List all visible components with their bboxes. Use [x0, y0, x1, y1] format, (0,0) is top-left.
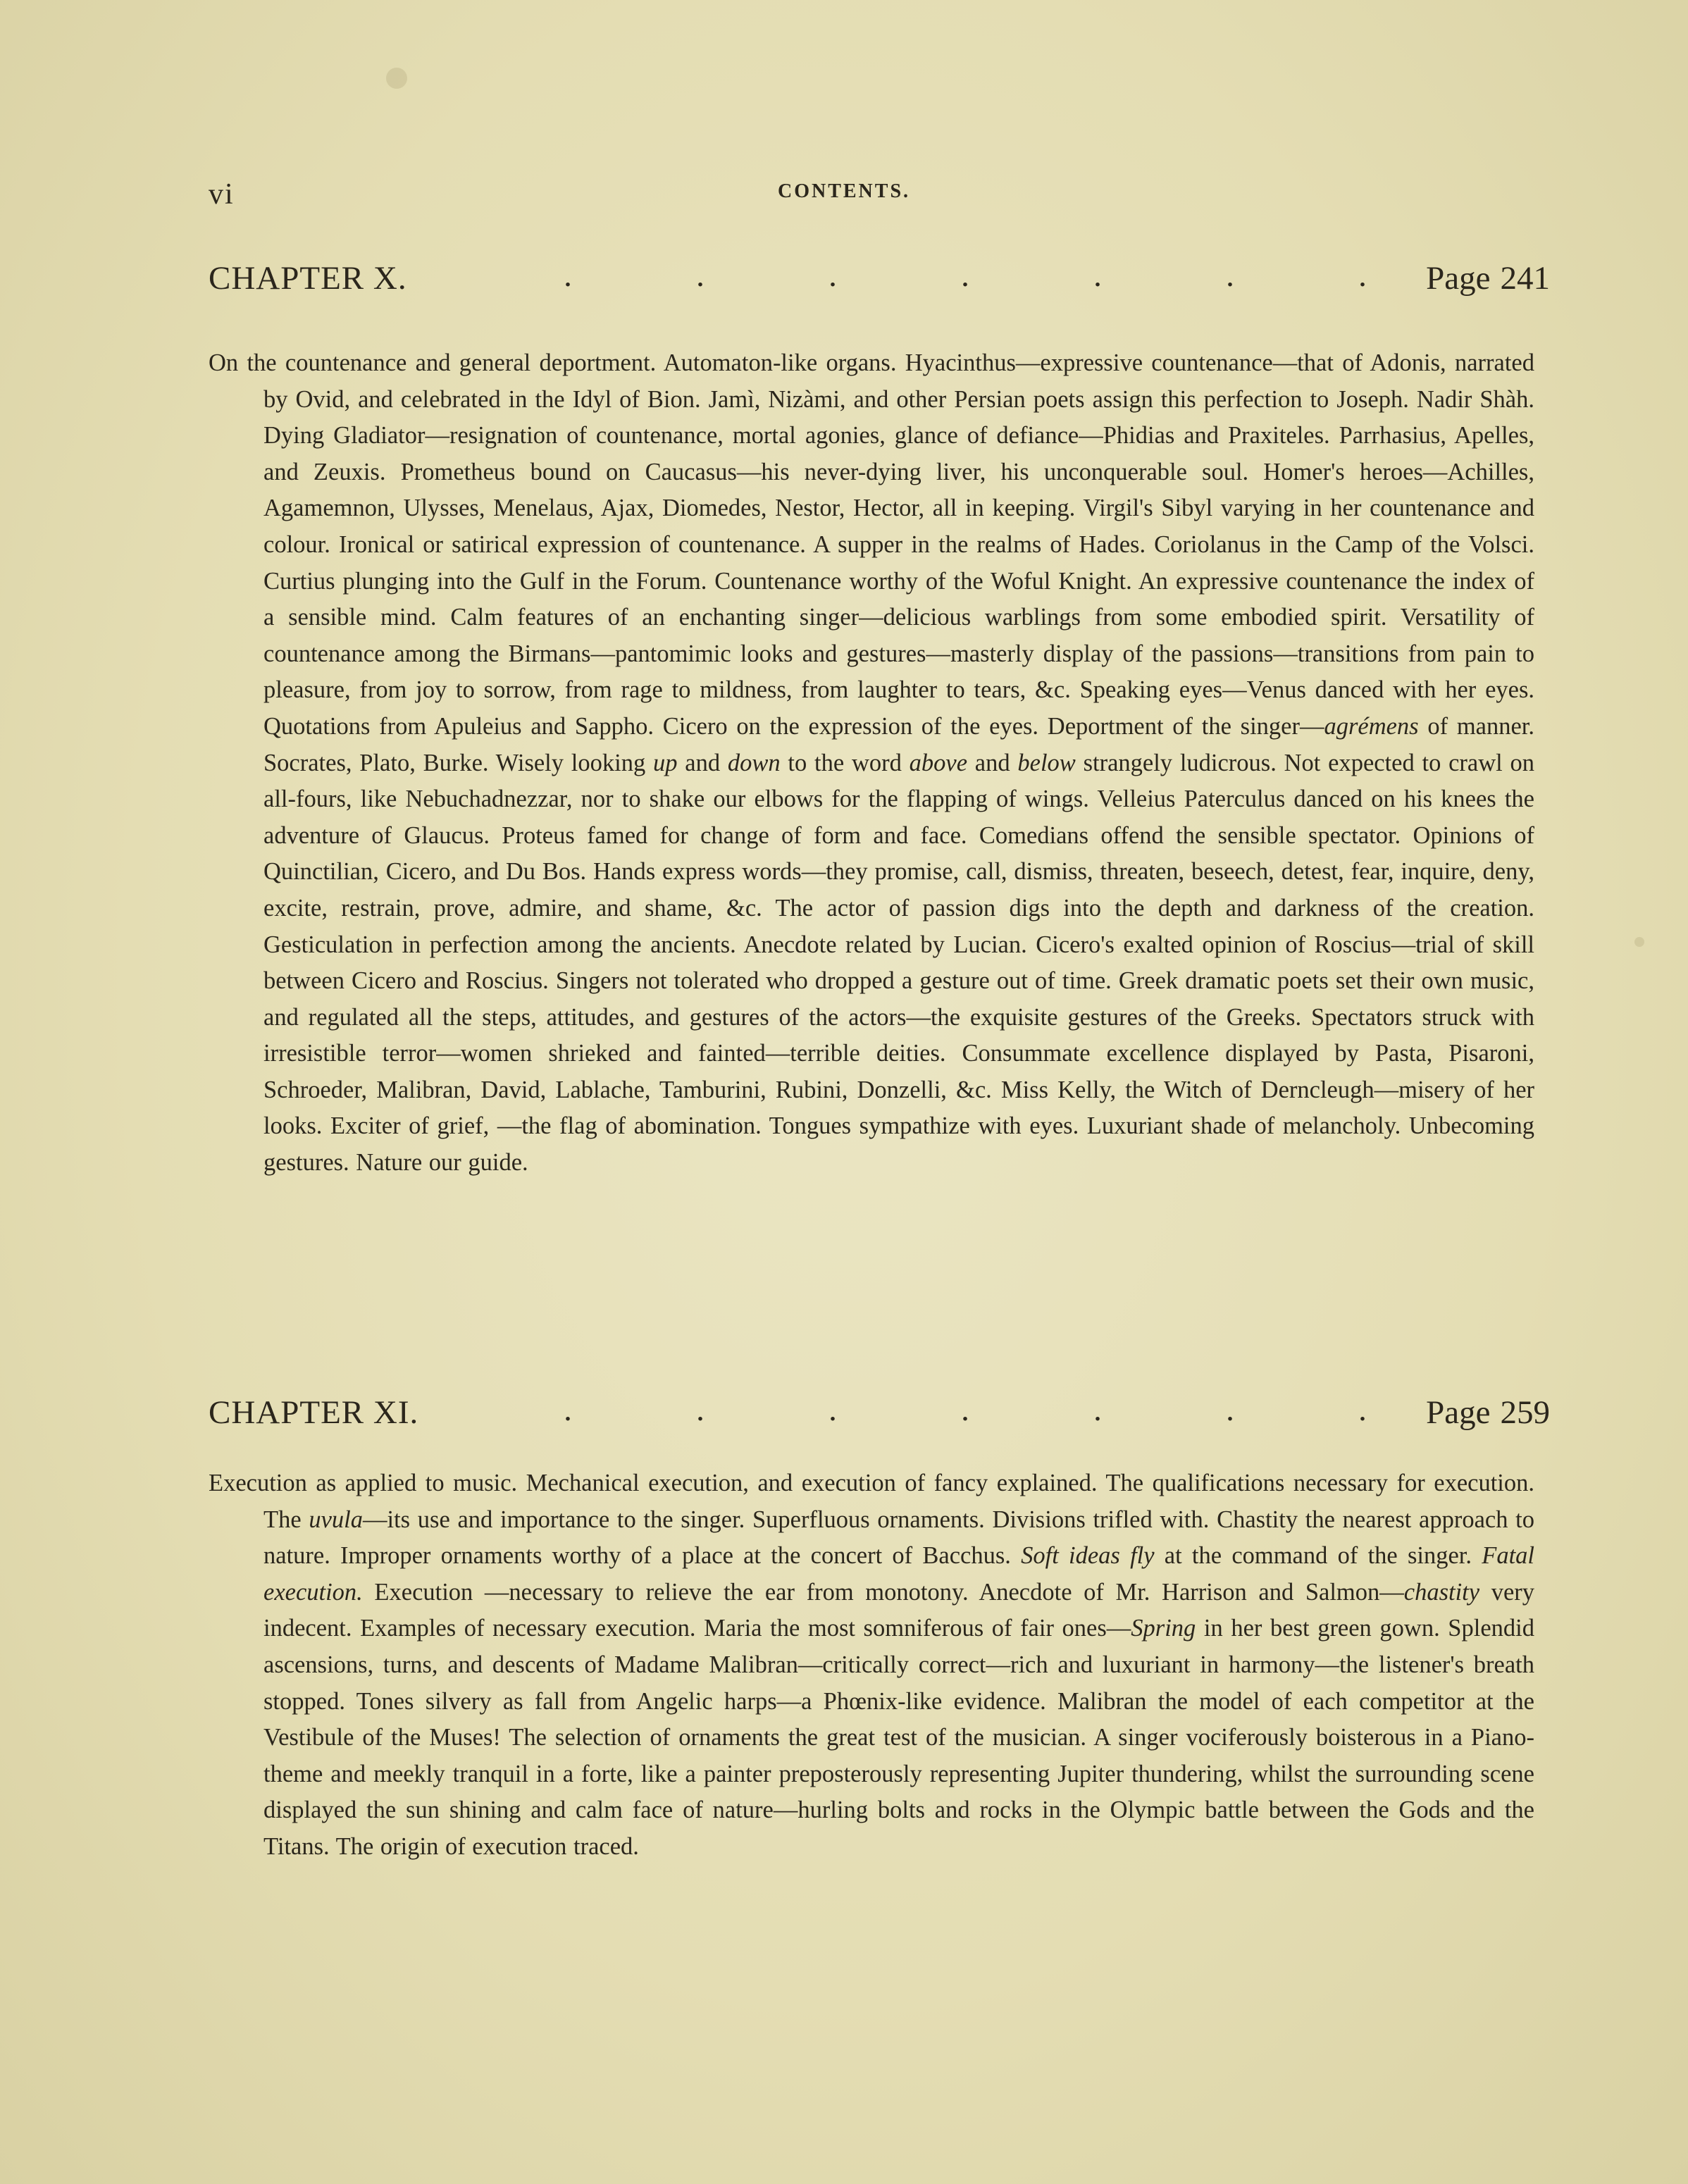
- chapter-summary: [209, 1465, 1534, 1866]
- page-label: Page: [1426, 260, 1491, 297]
- summary-italic: Spring: [1131, 1615, 1196, 1642]
- running-head: CONTENTS.: [777, 180, 911, 202]
- page-number: 259: [1500, 1394, 1550, 1431]
- summary-italic: down: [727, 749, 781, 776]
- summary-italic: up: [653, 749, 678, 776]
- summary-italic: uvula: [309, 1506, 363, 1533]
- page-label: Page: [1426, 1394, 1491, 1431]
- page-folio: vi: [209, 178, 235, 211]
- summary-text: —its use and importance to the singer. Superfluous ornaments. Divisions trifled with. Chastity the nearest approach to nature. Improper ornaments worthy of a place at the concert of Bacchus.: [263, 1506, 1534, 1570]
- summary-text: very indecent. Examples of necessary execution. Maria the most somniferous of fair ones—: [263, 1578, 1534, 1642]
- dot-leaders: . . . . . . .: [564, 257, 1367, 294]
- summary-italic: above: [909, 749, 968, 776]
- page-number: 241: [1500, 260, 1550, 297]
- summary-italic: agrémens: [1324, 712, 1419, 740]
- page-reference: [1426, 259, 1550, 297]
- summary-text: Execution —necessary to relieve the ear from monotony. Anecdote of Mr. Harrison and Salmon—: [362, 1578, 1404, 1606]
- summary-text: at the command of the singer.: [1154, 1542, 1482, 1570]
- summary-italic: below: [1017, 749, 1076, 776]
- chapter-heading: [209, 1391, 1550, 1436]
- summary-text: strangely ludicrous. Not expected to crawl on all-fours, like Nebuchadnezzar, nor to shake our elbows for the flapping of wings. Velleius Paterculus danced on his knees the adventure of Glaucus. Proteus famed for change of form and face. Comedians offend the sensible spectator. Opinions of Quinctilian, Cicero, and Du Bos. Hands express words—they promise, call, dismiss, threaten, beseech, detest, fear, inquire, deny, excite, restrain, prove, admire, and shame, &c. The actor of passion digs into the depth and darkness of the creation. Gesticulation in perfection among the ancients. Anecdote related by Lucian. Cicero's exalted opinion of Roscius—trial of skill between Cicero and Roscius. Singers not tolerated who dropped a gesture out of time. Greek dramatic poets set their own music, and regulated all the steps, attitudes, and gestures of the actors—the exquisite gestures of the Greeks. Spectators struck with irresistible terror—women shrieked and fainted—terrible deities. Consummate excellence displayed by Pasta, Pisaroni, Schroeder, Malibran, David, Lablache, Tamburini, Rubini, Donzelli, &c. Miss Kelly, the Witch of Derncleugh—misery of her looks. Exciter of grief, —the flag of abomination. Tongues sympathize with eyes. Luxuriant shade of melancholy. Unbecoming gestures. Nature our guide.: [263, 749, 1534, 1177]
- chapter-heading: [209, 259, 1550, 302]
- summary-text: On the countenance and general deportment. Automaton-like organs. Hyacinthus—expressive countenance—that of Adonis, narrated by Ovid, and celebrated in the Idyl of Bion. Jamì, Nizàmi, and other Persian poets assign this perfection to Joseph. Nadir Shàh. Dying Gladiator—resignation of countenance, mortal agonies, glance of defiance—Phidias and Praxiteles. Parrhasius, Apelles, and Zeuxis. Prometheus bound on Caucasus—his never-dying liver, his unconquerable soul. Homer's heroes—Achilles, Agamemnon, Ulysses, Menelaus, Ajax, Diomedes, Nestor, Hector, all in keeping. Virgil's Sibyl varying in her countenance and colour. Ironical or satirical expression of countenance. A supper in the realms of Hades. Coriolanus in the Camp of the Volsci. Curtius plunging into the Gulf in the Forum. Countenance worthy of the Woful Knight. An expressive countenance the index of a sensible mind. Calm features of an enchanting singer—delicious warblings from some embodied spirit. Versatility of countenance among the Birmans—pantomimic looks and gestures—masterly display of the passions—transitions from pain to pleasure, from joy to sorrow, from rage to mildness, from laughter to tears, &c. Speaking eyes—Venus danced with her eyes. Quotations from Apuleius and Sappho. Cicero on the expression of the eyes. Deportment of the singer—: [209, 349, 1534, 740]
- summary-text: and: [967, 749, 1018, 776]
- summary-text: to the word: [780, 749, 910, 776]
- chapter-title: CHAPTER X.: [209, 260, 407, 297]
- summary-italic: chastity: [1403, 1578, 1480, 1606]
- summary-text: Execution as applied to music. Mechanical execution, and execution of fancy explained. The qualifications necessary for execution. The: [209, 1470, 1534, 1533]
- chapter-summary: [209, 345, 1534, 1181]
- paper-stain: [386, 68, 407, 89]
- dot-leaders: . . . . . . .: [564, 1391, 1367, 1428]
- summary-text: and: [677, 749, 728, 776]
- summary-text: in her best green gown. Splendid ascensions, turns, and descents of Madame Malibran—critically correct—rich and luxuriant in harmony—the listener's breath stopped. Tones silvery as fall from Angelic harps—a Phœnix-like evidence. Malibran the model of each competitor at the Vestibule of the Muses! The selection of ornaments the great test of the musician. A singer vociferously boisterous in a Piano-theme and meekly tranquil in a forte, like a painter preposterously representing Jupiter thundering, whilst the surrounding scene displayed the sun shining and calm face of nature—hurling bolts and rocks in the Olympic battle between the Gods and the Titans. The origin of execution traced.: [263, 1615, 1534, 1860]
- paper-stain: [1634, 937, 1644, 947]
- summary-italic: Fatal execution.: [263, 1542, 1534, 1606]
- page-reference: [1426, 1394, 1550, 1432]
- chapter-title: CHAPTER XI.: [209, 1394, 419, 1431]
- summary-italic: Soft ideas fly: [1021, 1542, 1155, 1570]
- summary-text: of manner. Socrates, Plato, Burke. Wisely looking: [263, 712, 1534, 776]
